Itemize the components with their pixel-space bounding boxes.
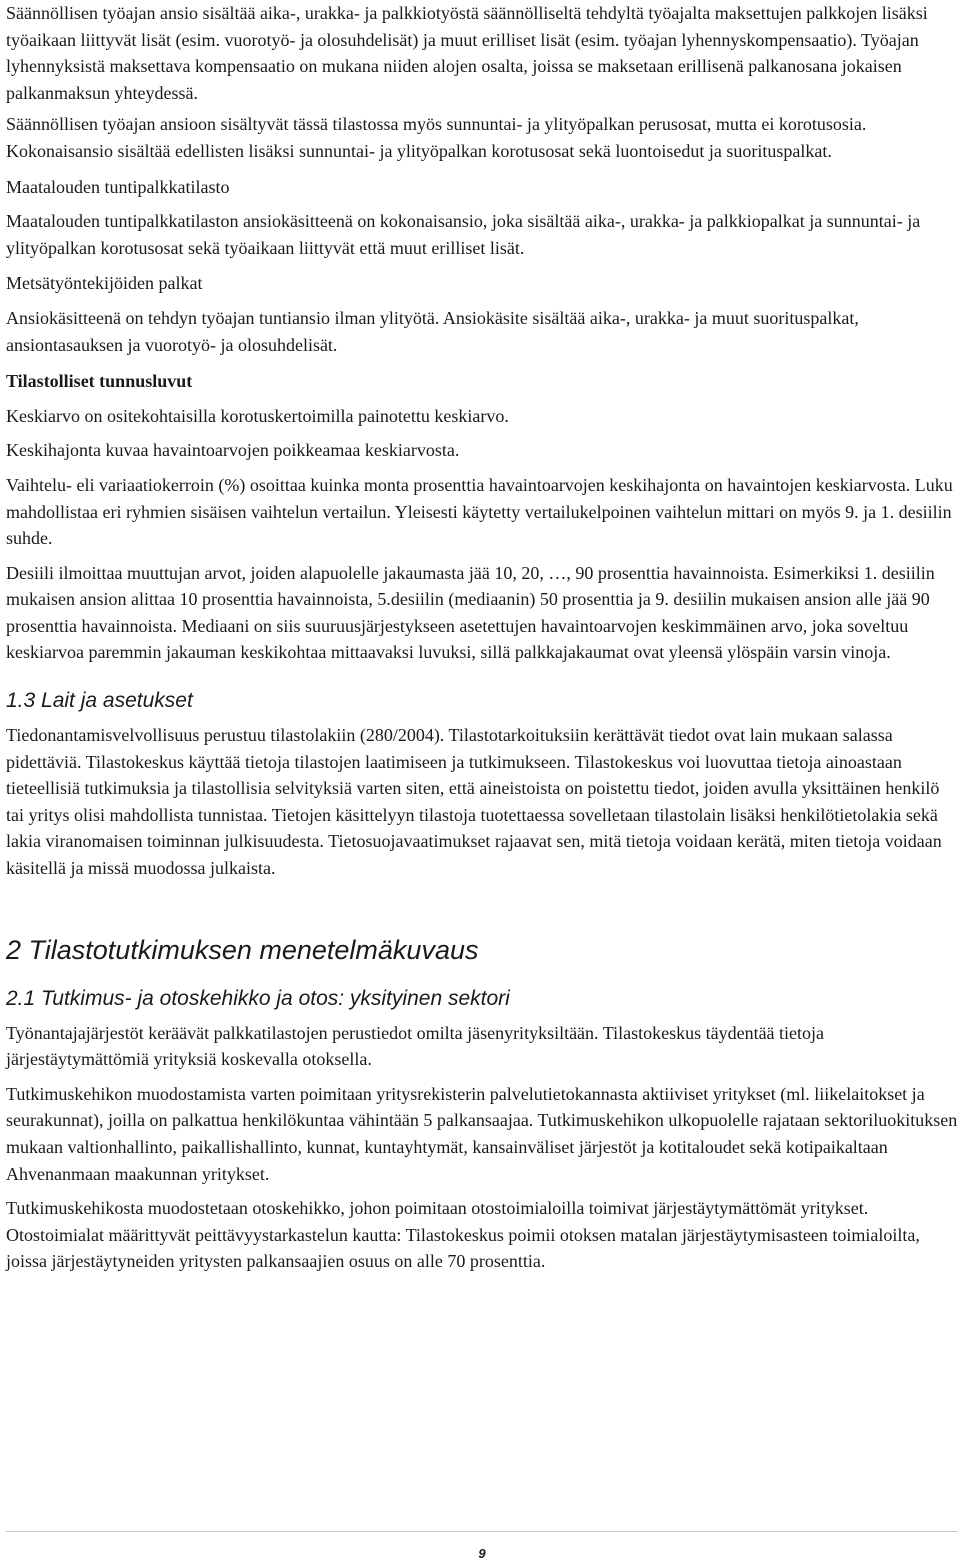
paragraph-sampling-frame: Tutkimuskehikosta muodostetaan otoskehikko, johon poimitaan otostoimialoilla toimivat järjestäytymättömät yritykset. Otostoimialat määrittyvät peittävyystarkastelun kautta: Tilastokeskus poimii otoksen matalan järjestäytymisasteen toimialoilta, joissa järjestäytyneiden yritysten palkansaajien osuus on alle 70 prosenttia. [6, 1198, 920, 1272]
paragraph-research-frame: Tutkimuskehikon muodostamista varten poimitaan yritysrekisterin palvelutietokannasta aktiiviset yritykset (ml. liikelaitokset ja seurakunnat), joilla on palkattua henkilökuntaa vähintään 5 palkansaajaa. Tutkimuskehikon ulkopuolelle rajataan sektoriluokituksen mukaan valtionhallinto, paikallishallinto, kunnat, kuntayhtymät, kansainväliset järjestöt ja kotitaloudet sekä kotipaikaltaan Ahvenanmaan maakunnan yritykset. [6, 1083, 958, 1184]
paragraph-laws-and-regulations: Tiedonantamisvelvollisuus perustuu tilastolakiin (280/2004). Tilastotarkoituksiin kerättävät tiedot ovat lain mukaan salassa pidettäviä. Tilastokeskus käyttää tietoja tilastojen laatimiseen ja tutkimukseen. Tilastokeskus voi luovuttaa tietoja ainoastaan tieteellisiä tutkimuksia ja tilastollisia selvityksiä varten siten, että aineistoista on poistettu tiedot, joiden avulla yksittäinen henkilö tai yritys olisi mahdollista tunnistaa. Tietojen käsittelyyn tilastoja tuotettaessa sovelletaan tilastolain lisäksi henkilötietolakia sekä lakia viranomaisen toiminnan julkisuudesta. Tietosuojavaatimukset rajaavat sen, mitä tietoja voidaan kerätä, miten tietoja voidaan käsitellä ja missä muodossa julkaista. [6, 725, 942, 879]
section-heading-laws: 1.3 Lait ja asetukset [6, 689, 193, 713]
paragraph-agriculture-earnings: Maatalouden tuntipalkkatilaston ansiokäsitteenä on kokonaisansio, joka sisältää aika-, urakka- ja palkkiopalkat ja sunnuntai- ja ylityöpalkan korotusosat sekä työaikaan liittyvät että muut erilliset lisät. [6, 211, 921, 258]
page-number: 9 [478, 1546, 486, 1561]
paragraph-coefficient-of-variation: Vaihtelu- eli variaatiokerroin (%) osoittaa kuinka monta prosenttia havaintoarvojen keskihajonta on havaintojen keskiarvosta. Luku mahdollistaa eri ryhmien sisäisen vaihtelun vertailun. Yleisesti käytetty vertailukelpoinen vaihtelun mittari on myös 9. ja 1. desiilin suhde. [6, 474, 953, 549]
paragraph-employer-organisations: Työnantajajärjestöt keräävät palkkatilastojen perustiedot omilta jäsenyrityksiltään. Tilastokeskus täydentää tietoja järjestäytymättömiä yrityksiä koskevalla otoksella. [6, 1022, 825, 1070]
section-heading-sampling-frame: 2.1 Tutkimus- ja otoskehikko ja otos: yksityinen sektori [6, 986, 510, 1010]
chapter-heading-methodology: 2 Tilastotutkimuksen menetelmäkuvaus [6, 934, 479, 965]
paragraph-earnings-components: Säännöllisen työajan ansioon sisältyvät tässä tilastossa myös sunnuntai- ja ylityöpalkan perusosat, mutta ei korotusosia. Kokonaisansio sisältää edellisten lisäksi sunnuntai- ja ylityöpalkan korotusosat sekä luontoisedut ja suorituspalkat. [6, 114, 867, 161]
subheading-statistical-indicators: Tilastolliset tunnusluvut [6, 371, 193, 392]
paragraph-regular-working-time-earnings: Säännöllisen työajan ansio sisältää aika-, urakka- ja palkkiotyöstä säännölliseltä tehdyltä työajalta maksettujen palkkojen lisäksi työaikaan liittyvät lisät (esim. vuorotyö- ja olosuhdelisät) ja muut erilliset lisät (esim. työajan lyhennyskompensaatio). Työajan lyhennyksistä maksettava kompensaatio on mukana niiden alojen osalta, joissa se maksetaan erillisenä palkanosana jokaisen palkanmaksun yhteydessä. [6, 3, 928, 103]
footer-divider [6, 1531, 958, 1532]
subheading-agriculture-hourly-wages: Maatalouden tuntipalkkatilasto [6, 176, 230, 197]
paragraph-mean: Keskiarvo on ositekohtaisilla korotuskertoimilla painotettu keskiarvo. [6, 405, 509, 426]
subheading-forestry-workers-wages: Metsätyöntekijöiden palkat [6, 273, 203, 294]
paragraph-standard-deviation: Keskihajonta kuvaa havaintoarvojen poikkeamaa keskiarvosta. [6, 440, 460, 461]
paragraph-forestry-earnings: Ansiokäsitteenä on tehdyn työajan tuntiansio ilman ylityötä. Ansiokäsite sisältää aika-, urakka- ja muut suorituspalkat, ansiontasauksen ja vuorotyö- ja olosuhdelisät. [6, 307, 859, 355]
paragraph-deciles: Desiili ilmoittaa muuttujan arvot, joiden alapuolelle jakaumasta jää 10, 20, …, 90 prosenttia havainnoista. Esimerkiksi 1. desiilin mukaisen ansion alittaa 10 prosenttia havainnoista, 5.desiilin (mediaanin) 50 prosenttia ja 9. desiilin mukaisen ansion alle jää 90 prosenttia havainnoista. Mediaani on siis suuruusjärjestykseen asetettujen havaintoarvojen keskimmäinen arvo, joka soveltuu keskiarvoa paremmin jakauman keskikohtaa mittaavaksi luvuksi, sillä palkkajakaumat ovat yleensä ylöspäin varsin vinoja. [6, 562, 935, 663]
document-page [6, 0, 958, 1275]
